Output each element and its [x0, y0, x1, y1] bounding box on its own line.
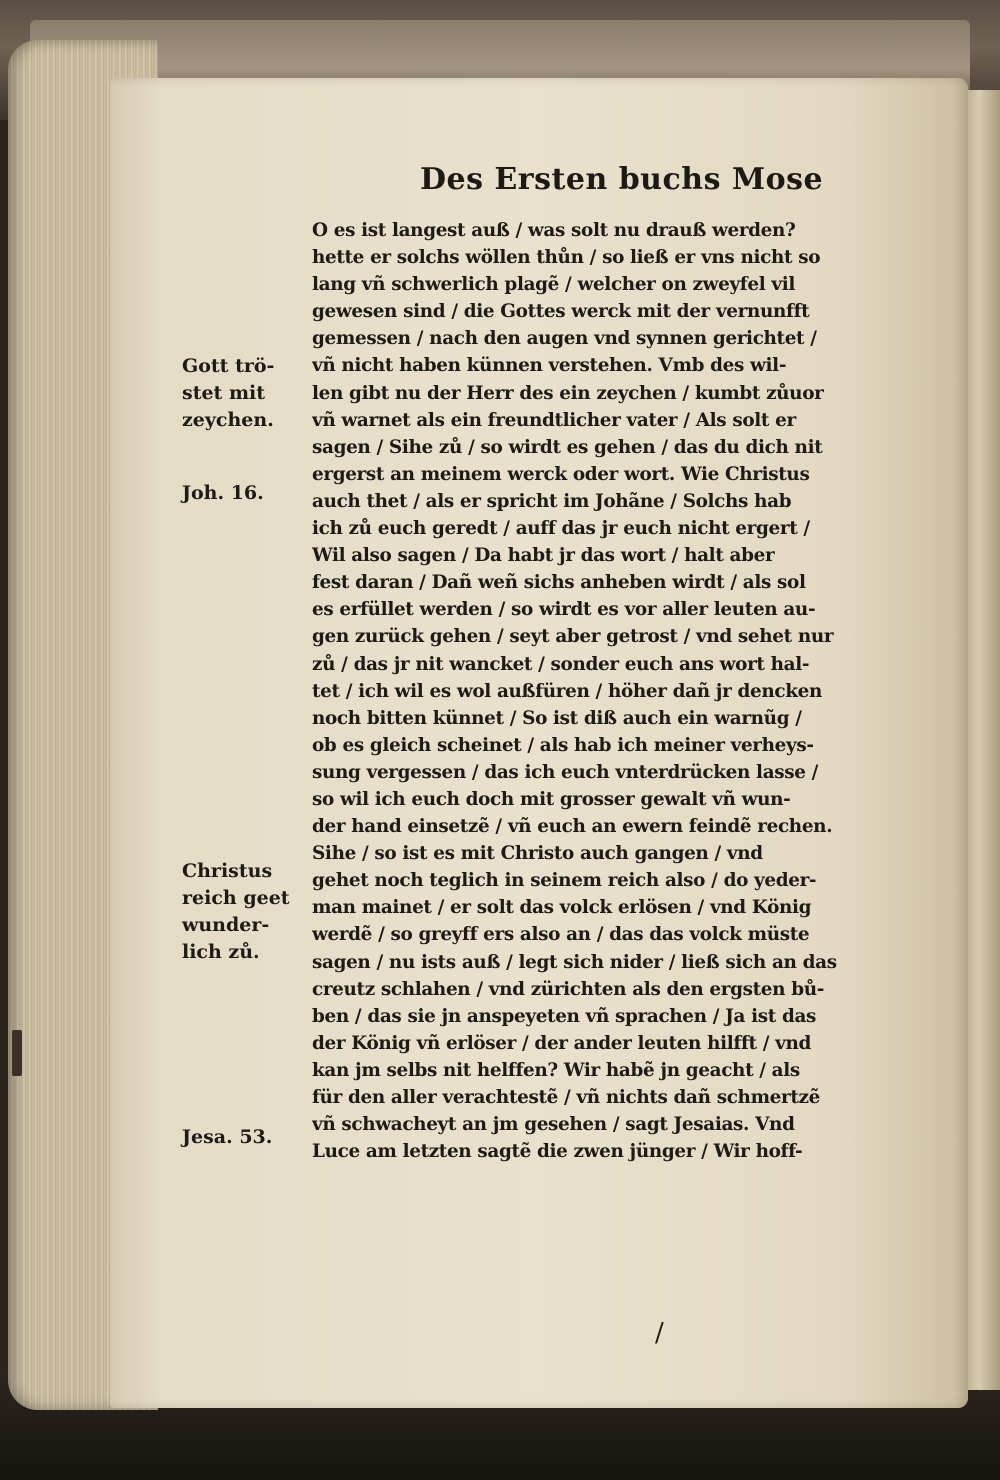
catchword-mark: / — [655, 1318, 664, 1348]
book-right-edge — [965, 90, 1000, 1390]
text-line: ich zů euch geredt / auff das jr euch nicht ergert / — [312, 518, 810, 540]
text-line: len gibt nu der Herr des ein zeychen / kumbt zůuor — [312, 382, 824, 404]
page-tab-marker — [12, 1030, 22, 1076]
text-line: Luce am letzten sagtẽ die zwen jünger / Wir hoff- — [312, 1141, 803, 1163]
text-line: kan jm selbs nit helffen? Wir habẽ jn geacht / als — [312, 1059, 800, 1081]
text-line: sung vergessen / das ich euch vnterdrücken lasse / — [312, 761, 819, 783]
text-line: es erfüllet werden / so wirdt es vor aller leuten au- — [312, 599, 816, 621]
text-line: creutz schlahen / vnd zürichten als den ergsten bů- — [312, 978, 825, 1000]
margin-note-line: zeychen. — [182, 409, 274, 432]
margin-note-line: stet mit — [182, 382, 266, 405]
text-line: gehet noch teglich in seinem reich also / do yeder- — [312, 870, 817, 892]
margin-note-christus — [182, 858, 300, 966]
text-line: ben / das sie jn anspeyeten vñ sprachen / Ja ist das — [312, 1005, 817, 1027]
text-line: sagen / nu ists auß / legt sich nider / ließ sich an das — [312, 951, 837, 973]
margin-note-line: Christus — [182, 860, 273, 882]
main-text-block — [312, 217, 902, 1165]
text-line: O es ist langest auß / was solt nu drauß werden? — [312, 220, 796, 241]
text-line: man mainet / er solt das volck erlösen / vnd König — [312, 897, 812, 919]
text-line: zů / das jr nit wancket / sonder euch ans wort hal- — [312, 653, 810, 675]
text-line: der König vñ erlöser / der ander leuten hilfft / vnd — [312, 1032, 812, 1054]
text-line: tet / ich wil es wol außfüren / höher dañ jr dencken — [312, 680, 822, 702]
margin-note-line: wunder- — [182, 914, 270, 937]
margin-note-line: reich geet — [182, 887, 290, 910]
text-line: werdẽ / so greyff ers also an / das das volck müste — [312, 924, 810, 946]
margin-note-line: Gott trö- — [182, 355, 275, 377]
text-line: Sihe / so ist es mit Christo auch gangen / vnd — [312, 843, 763, 865]
text-line: vñ warnet als ein freundtlicher vater / Als solt er — [312, 409, 796, 431]
running-header: Des Ersten buchs Mose — [420, 162, 824, 197]
text-line: hette er solchs wöllen thůn / so ließ er vns nicht so — [312, 247, 821, 269]
text-line: fest daran / Dañ weñ sichs anheben wirdt / als sol — [312, 572, 806, 594]
text-line: ergerst an meinem werck oder wort. Wie Christus — [312, 463, 810, 485]
text-line: gewesen sind / die Gottes werck mit der vernunfft — [312, 301, 810, 323]
text-line: so wil ich euch doch mit grosser gewalt vñ wun- — [312, 788, 791, 810]
margin-note-line: Joh. 16. — [182, 482, 264, 504]
margin-note-line: Jesa. 53. — [182, 1126, 273, 1148]
margin-note-gott — [182, 353, 300, 434]
text-line: auch thet / als er spricht im Johãne / Solchs hab — [312, 490, 792, 512]
margin-note-joh — [182, 480, 300, 507]
text-line: der hand einsetzẽ / vñ euch an ewern feindẽ rechen. — [312, 816, 833, 838]
text-line: vñ schwacheyt an jm gesehen / sagt Jesaias. Vnd — [312, 1114, 795, 1136]
text-line: für den aller verachtestẽ / vñ nichts dañ schmertzẽ — [312, 1087, 820, 1108]
margin-note-jesa — [182, 1124, 300, 1151]
text-line: lang vñ schwerlich plagẽ / welcher on zweyfel vil — [312, 274, 796, 296]
text-line: gen zurück gehen / seyt aber getrost / vnd sehet nur — [312, 626, 834, 648]
text-line: Wil also sagen / Da habt jr das wort / halt aber — [312, 545, 775, 567]
text-line: sagen / Sihe zů / so wirdt es gehen / das du dich nit — [312, 436, 823, 458]
text-line: ob es gleich scheinet / als hab ich meiner verheys- — [312, 734, 814, 756]
text-line: vñ nicht haben künnen verstehen. Vmb des wil- — [312, 355, 787, 377]
text-line: gemessen / nach den augen vnd synnen gerichtet / — [312, 328, 817, 350]
margin-note-line: lich zů. — [182, 941, 260, 964]
text-line: noch bitten künnet / So ist diß auch ein warnũg / — [312, 707, 802, 729]
